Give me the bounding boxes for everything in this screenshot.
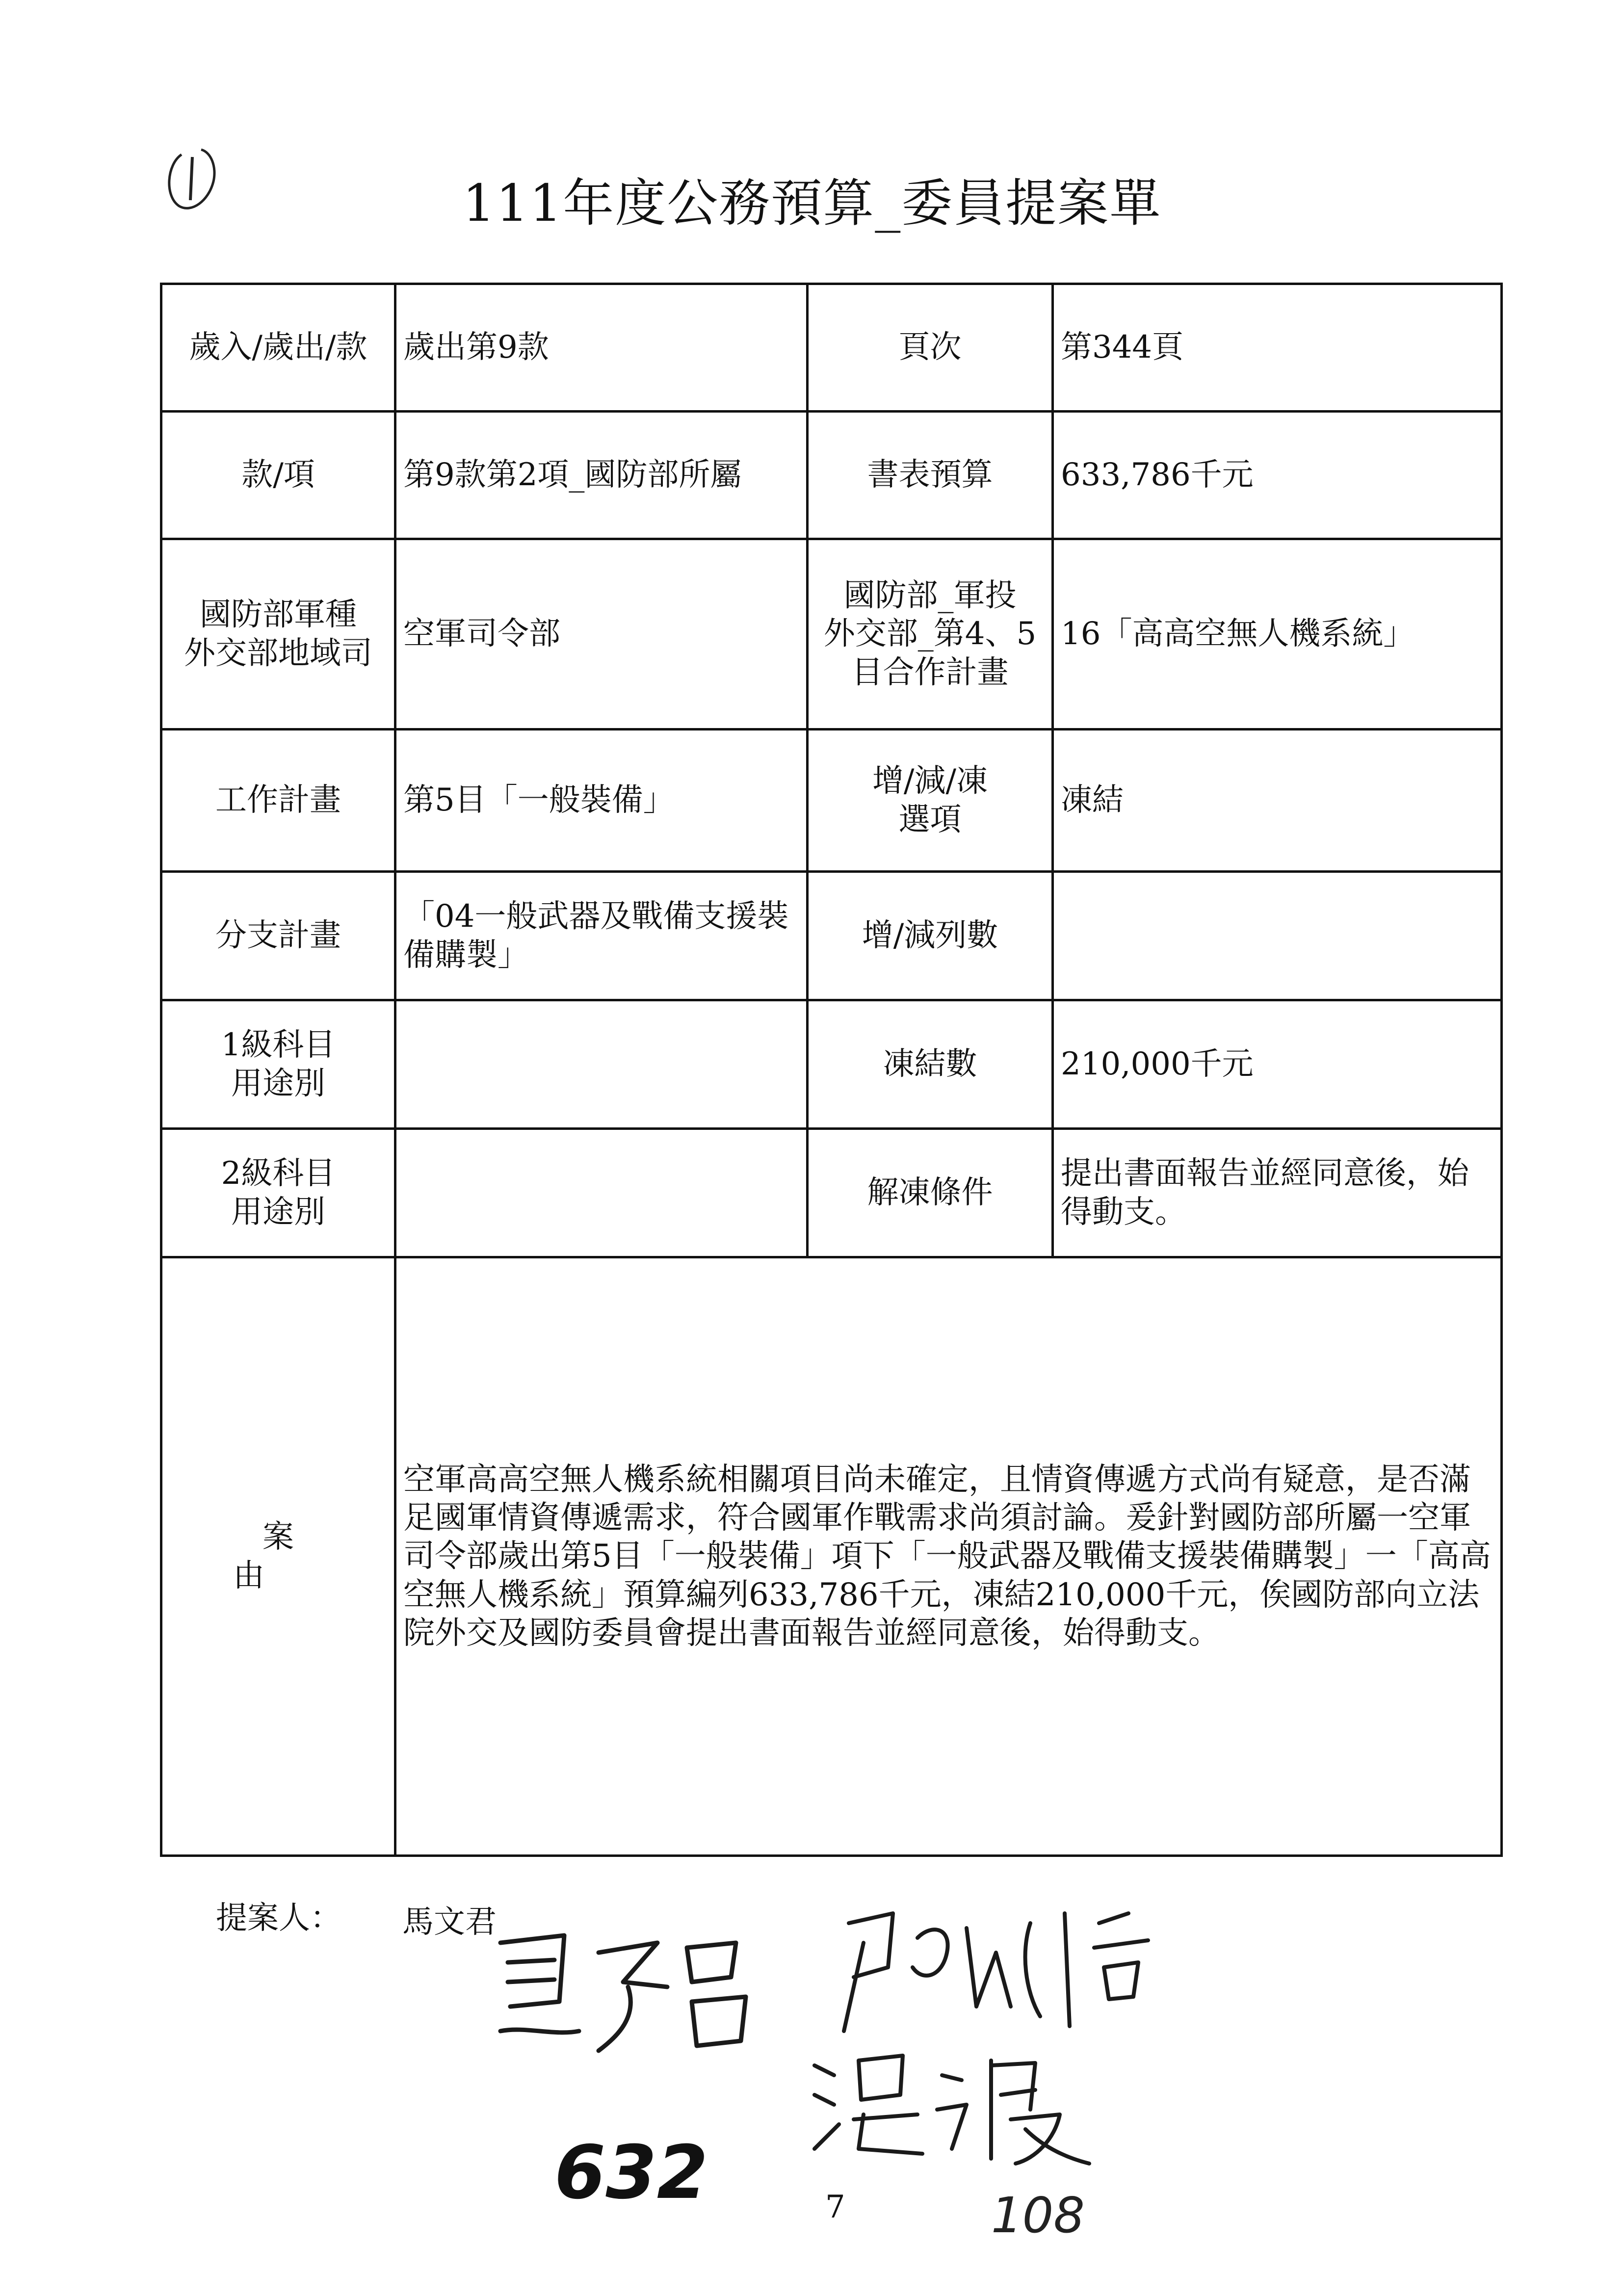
value-work-plan: 第5目「一般裝備」 [395, 730, 808, 872]
form-row-branch-plan [161, 872, 1502, 1000]
label-level2-subject [161, 1129, 395, 1257]
form-row-level2 [161, 1129, 1502, 1257]
label-line: 外交部地域司 [184, 635, 372, 672]
value-level2-subject [395, 1129, 808, 1257]
value-unfreeze-condition: 提出書面報告並經同意後，始得動支。 [1053, 1129, 1502, 1257]
label-line: 1級科目 [221, 1027, 336, 1064]
label-action-option [808, 730, 1053, 872]
label-line: 2級科目 [221, 1155, 336, 1192]
svg-text:632: 632 [554, 2130, 708, 2216]
value-account-item: 第9款第2項_國防部所屬 [395, 412, 808, 539]
label-line: 國防部軍種 [200, 597, 357, 633]
value-branch-plan: 「04一般武器及戰備支援裝備購製」 [395, 872, 808, 1000]
label-line: 目合作計畫 [851, 654, 1009, 691]
value-level1-subject [395, 1000, 808, 1129]
value-page: 第344頁 [1053, 284, 1502, 412]
handwritten-number-632 [550, 2124, 726, 2218]
value-adjustment-amount [1053, 872, 1502, 1000]
label-work-plan: 工作計畫 [161, 730, 395, 872]
label-military-branch [161, 539, 395, 730]
label-cooperation-plan [808, 539, 1053, 730]
label-case-reason: 案由 [161, 1257, 395, 1856]
label-line: 選項 [898, 801, 962, 838]
form-row-unit [161, 539, 1502, 730]
form-row-item [161, 412, 1502, 539]
form-row-work-plan [161, 730, 1502, 872]
signature-wen-yu-hsia [805, 2036, 1119, 2183]
signature-chen-yi-hsin [834, 1894, 1207, 2041]
label-page: 頁次 [808, 284, 1053, 412]
value-statement-budget: 633,786千元 [1053, 412, 1502, 539]
label-line: 外交部_第4、5 [823, 616, 1037, 652]
value-frozen-amount: 210,000千元 [1053, 1000, 1502, 1129]
label-line: 用途別 [231, 1065, 325, 1102]
label-adjustment-amount: 增/減列數 [808, 872, 1053, 1000]
label-branch-plan: 分支計畫 [161, 872, 395, 1000]
svg-text:108: 108 [991, 2187, 1085, 2244]
page-title: 111年度公務預算_委員提案單 [462, 173, 1162, 233]
label-line: 用途別 [231, 1194, 325, 1230]
value-case-reason: 空軍高高空無人機系統相關項目尚未確定，且情資傳遞方式尚有疑意，是否滿足國軍情資傳遞需求，符合國軍作戰需求尚須討論。爰針對國防部所屬一空軍司令部歲出第5目「一般裝備」項下「一般武器及戰備支援裝備購製」一「高高空無人機系統」預算編列633,786千元，凍結210,000千元，俟國防部向立法院外交及國防委員會提出書面報告並經同意後，始得動支。 [395, 1257, 1502, 1856]
value-revenue-expense-account: 歲出第9款 [395, 284, 808, 412]
proposer-label: 提案人： [216, 1900, 341, 1936]
form-row-reason [161, 1257, 1502, 1856]
label-revenue-expense-account: 歲入/歲出/款 [161, 284, 395, 412]
page-number: 7 [825, 2189, 845, 2225]
form-row-account [161, 284, 1502, 412]
handwritten-page-108 [986, 2178, 1133, 2252]
value-military-branch: 空軍司令部 [395, 539, 808, 730]
label-account-item: 款/項 [161, 412, 395, 539]
label-unfreeze-condition: 解凍條件 [808, 1129, 1053, 1257]
proposer-name: 馬文君 [402, 1904, 497, 1940]
label-line: 增/減/凍 [872, 763, 988, 800]
label-level1-subject [161, 1000, 395, 1129]
label-frozen-amount: 凍結數 [808, 1000, 1053, 1129]
value-cooperation-plan: 16「高高空無人機系統」 [1053, 539, 1502, 730]
proposal-form-table [160, 283, 1503, 1857]
label-statement-budget: 書表預算 [808, 412, 1053, 539]
signature-ma-wen-chun [481, 1908, 785, 2070]
form-row-level1 [161, 1000, 1502, 1129]
value-action-option: 凍結 [1053, 730, 1502, 872]
label-line: 國防部_軍投 [843, 577, 1017, 614]
